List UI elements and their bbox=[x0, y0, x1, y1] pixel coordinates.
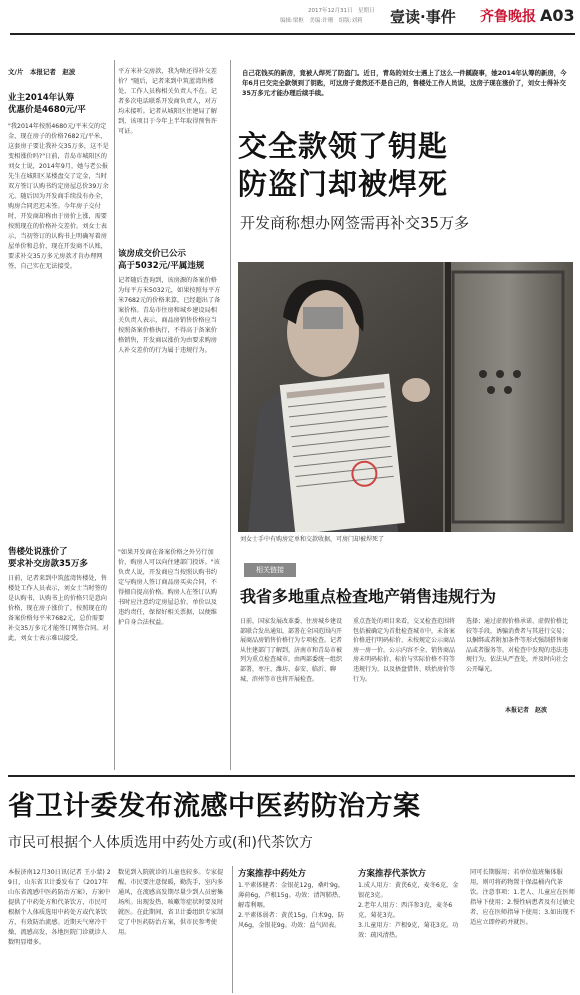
newspaper-logo: 齐鲁晚报 bbox=[480, 9, 536, 25]
subheading-1: 业主2014年认筹 优惠价是4680元/平 bbox=[8, 93, 86, 115]
headline-line-1: 交全款领了钥匙 bbox=[238, 129, 449, 163]
column-divider bbox=[232, 866, 233, 993]
subheading-2: 售楼处说涨价了 要求补交房款35万多 bbox=[8, 547, 88, 569]
page-number: A03 bbox=[540, 6, 575, 25]
photo-illustration bbox=[238, 262, 573, 532]
article-body-mid-2: 记者随后查询到，该房源的备案价格为每平方米5032元，如果按照每平方米7682元的价格来算，已经超出了备案价格。青岛市住房和城乡建设局相关负责人表示，商品房销售价格应当按照备案价格执行，不得高于备案价格销售，开发商以涨价为由要求购房人补交差价的行为属于违规行为。 bbox=[118, 277, 221, 354]
article-body-mid-1: 平方米补交房款，我为啥还得补交差价？"随后，记者来到中筑蓝湾售楼处，工作人员称相关负责人不在。记者多次电话联系开发商负责人，对方均未接听。记者从城阳区住建局了解到，该项目于今年上半年取得预售许可证。 bbox=[118, 68, 217, 135]
news-photo bbox=[238, 262, 573, 532]
headline-line-2: 防盗门却被焊死 bbox=[238, 167, 449, 201]
masthead-divider bbox=[10, 33, 575, 35]
article-lead: 自己花钱买的新房，竟被人焊死了防盗门。近日，青岛的刘女士遇上了这么一件蹊跷事，她2014年认筹的新房，今年6月已交完全款领到了钥匙，可这房子竟然还不是自己的，售楼处工作人员说，这房子现在涨价了，刘女士得补交35万多元才能办理后续手续。 bbox=[242, 69, 567, 97]
related-headline: 我省多地重点检查地产销售违规行为 bbox=[240, 587, 497, 606]
lower-body-col-2: 数见到入院就诊的儿童也较多。专家提醒，市民要注意保暖，勤洗手，室内多通风，在流感高发期尽量少到人员密集场所。出现发热、咳嗽等症状时要及时就医。在此期间，省卫计委组织专家制定了中医药防治方案，供市民参考使用。 bbox=[118, 869, 224, 936]
related-body-col-1: 日前，国家发展改革委、住房城乡建设部联合发出通知，部署在全国范围内开展商品房销售价格行为专项检查。记者从住建部门了解到，济南市和青岛市被列为重点检查城市，由两部委统一组织部署，枣庄、潍坊、泰安、临沂、聊城、滨州等市也将开展检查。 bbox=[240, 618, 343, 683]
article-body-left-2: 日前，记者来到中筑蓝湾售楼处，售楼处工作人员表示，刘女士当时签的是认购书，认购书上的价格只是意向价格，现在房子涨价了，按照现在的备案价格每平米7682元，总价需要补交35万多元才能签订网签合同。对此，刘女士表示难以接受。 bbox=[8, 575, 109, 642]
tea-items: 1.成人用方：黄芪6克，麦冬6克，金银花3克。 2.老年人用方：西洋参3克，麦冬6克，菊花3克。 3.儿童用方：芦根9克，菊花3克。功效：疏风清热。 bbox=[358, 882, 459, 939]
lower-body-col-5: 同可长期服用；若单位值班集体服用，则可将药物置于保温桶内代茶饮。注意事项：1.老人、儿童应在医师指导下使用；2.慢性病患者及有过敏史者，应在医师指导下使用；3.如出现不适应立即停药并就医。 bbox=[470, 869, 575, 926]
column-divider bbox=[230, 60, 231, 770]
section-divider bbox=[8, 775, 575, 777]
prescription-box bbox=[238, 868, 348, 993]
related-body-col-3: 选择；通过虚假价格承诺、虚假价格比较等手段，诱骗消费者与其进行交易；以捆绑或者附加条件等形式强制搭售商品或者服务等。对检查中发现的违法违规行为，依法从严查处，并及时向社会公开曝光。 bbox=[466, 618, 569, 673]
related-body-col-2: 重点查处的项目来看，交叉检查范围将包括被确定为首批检查城市中，未备案价格进行明码标价、未按规定公示商品房一房一价，公示内容不全、销售商品房未明码标价、标价与实际价格不符等违规行为，以及捂盘惜售、哄抬房价等行为。 bbox=[353, 618, 456, 683]
related-link-tag: 相关链接 bbox=[244, 563, 296, 577]
tea-title: 方案推荐代茶饮方 bbox=[358, 869, 427, 879]
article-byline: 文/片 本报记者 赵波 bbox=[8, 68, 76, 76]
article-body-mid-3: "如果开发商在备案价格之外另行加价，购房人可以向住建部门投诉。"该负责人说，开发商应当按照认购书约定与购房人签订商品房买卖合同，不得擅自提高价格。购房人在签订认购书时应注意约定房屋总价、单价以及违约责任，保留好相关票据，以便维护自身合法权益。 bbox=[118, 549, 220, 626]
related-byline: 本报记者 赵波 bbox=[505, 707, 548, 714]
editor-credits: 编辑:梁枢 美编:许珊 组版:刘莉 bbox=[280, 18, 363, 24]
article-body-left-1: "我2014年按照4680元/平米交的定金，现在房子的价格7682元/平米，这套房子要让我补交35万多，这不是变相涨价吗?"日前，青岛市城阳区的刘女士说，2014年9月，她与老公报先生在城阳区某楼盘交了定金，当时双方签订认购书约定房屋总价39万余元。随后因为开发商手续没有办全，购房合同迟迟未签。今年房子交付时，开发商却称由于房价上涨，需要按照现在的价格补交差价。刘女士表示，当初签订的认购书上明确写着房屋单价和总价，现在开发商不认账，要求补交35万多元房款才肯办理网签，自己实在无法接受。 bbox=[8, 123, 109, 270]
photo-caption: 刘女士手中有购房定单和交款收据，可房门却被焊死了 bbox=[240, 536, 385, 543]
issue-date: 2017年12月31日 星期日 bbox=[308, 8, 375, 14]
main-subheadline: 开发商称想办网签需再补交35万多 bbox=[240, 214, 470, 232]
prescription-title: 方案推荐中药处方 bbox=[238, 869, 307, 879]
prescription-items: 1.平素体健者：金银花12g，桑叶9g，薄荷6g，芦根15g。功效：清泻肺热、解毒利咽。 2.平素体弱者：黄芪15g，白术9g，防风6g，金银花9g。功效：益气固表。 bbox=[238, 882, 345, 929]
lower-subheadline: 市民可根据个人体质选用中药处方或(和)代茶饮方 bbox=[8, 835, 313, 851]
column-divider bbox=[114, 60, 115, 770]
lower-body-col-1: 本报济南12月30日讯(记者 王小蒙) 29日，山东省卫计委发布了《2017年山东省流感中医药防治方案》，方案中提供了中药处方和代茶饮方，市民可根据个人体质选用中药处方或代茶饮方，有效防治流感。近期天气寒冷干燥，流感高发，各地医院门诊就诊人数明显增多。 bbox=[8, 869, 111, 946]
section-title: 壹读·事件 bbox=[390, 8, 456, 26]
subheading-3: 该房成交价已公示 高于5032元/平属违规 bbox=[118, 249, 205, 271]
main-headline bbox=[238, 127, 578, 203]
tea-box bbox=[358, 868, 463, 993]
lower-headline: 省卫计委发布流感中医药防治方案 bbox=[8, 791, 421, 822]
